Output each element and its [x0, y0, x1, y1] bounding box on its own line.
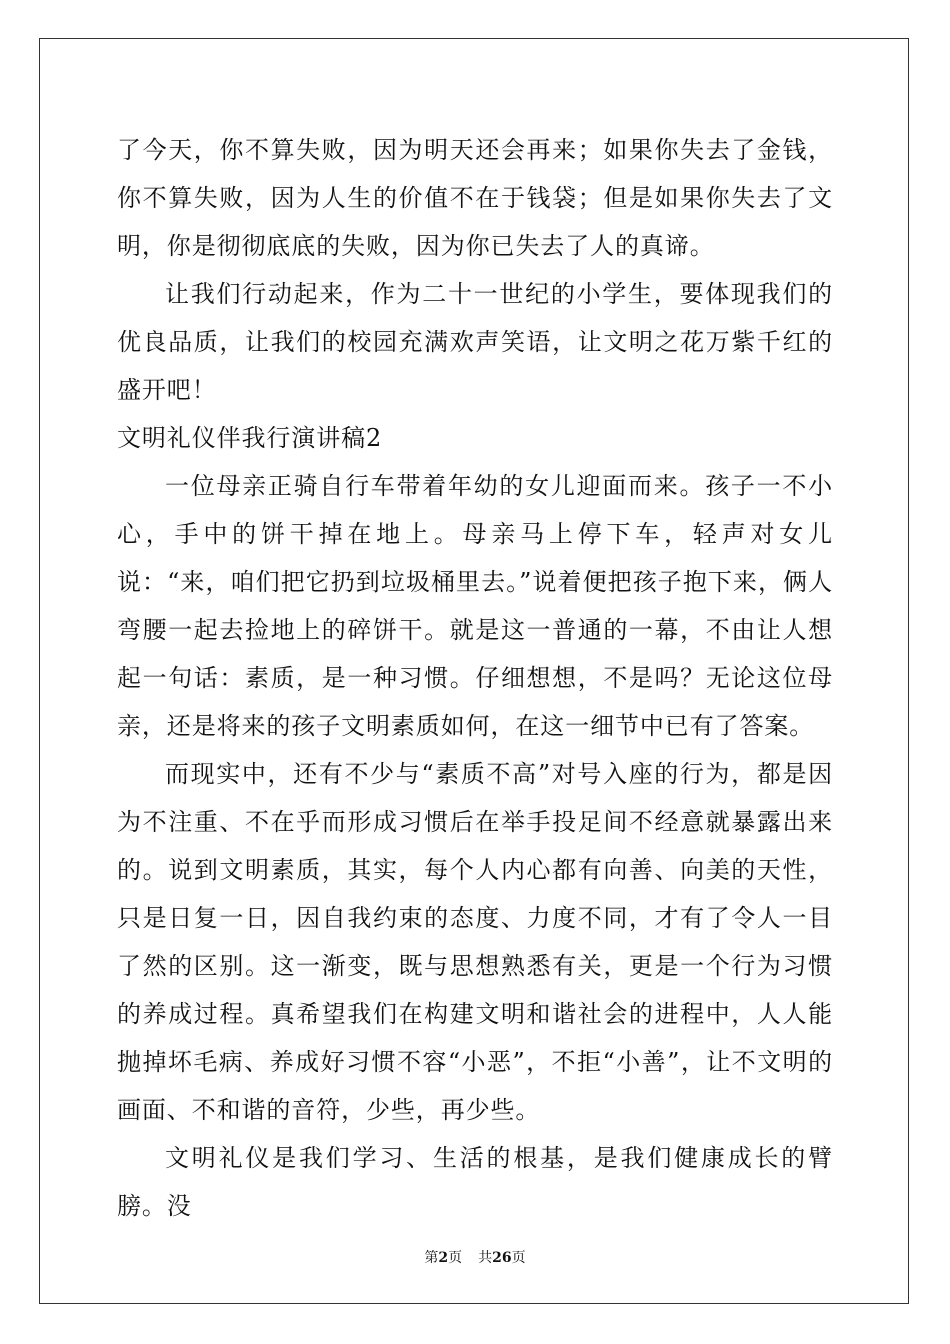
paragraph: 一位母亲正骑自行车带着年幼的女儿迎面而来。孩子一不小心，手中的饼干掉在地上。母亲马上停下车，轻声对女儿说：“来，咱们把它扔到垃圾桶里去。”说着便把孩子抱下来，俩人弯腰一起去捡地上的碎饼干。就是这一普通的一幕，不由让人想起一句话：素质，是一种习惯。仔细想想，不是吗？无论这位母亲，还是将来的孩子文明素质如何，在这一细节中已有了答案。 [117, 472, 833, 740]
page-number: 2 [438, 1250, 449, 1266]
paragraph-continued: 了今天，你不算失败，因为明天还会再来；如果你失去了金钱，你不算失败，因为人生的价值不在于钱袋；但是如果你失去了文明，你是彻彻底底的失败，因为你已失去了人的真谛。 [117, 136, 833, 260]
page-suffix: 页 [448, 1250, 463, 1266]
total-prefix: 共 [478, 1250, 493, 1266]
page-prefix: 第 [424, 1250, 439, 1266]
total-suffix: 页 [511, 1250, 526, 1266]
section-heading: 文明礼仪伴我行演讲稿2 [117, 424, 383, 452]
page-footer [0, 1247, 950, 1267]
total-pages: 26 [492, 1250, 512, 1266]
paragraph: 而现实中，还有不少与“素质不高”对号入座的行为，都是因为不注重、不在乎而形成习惯后在举手投足间不经意就暴露出来的。说到文明素质，其实，每个人内心都有向善、向美的天性，只是日复一日，因自我约束的态度、力度不同，才有了令人一目了然的区别。这一渐变，既与思想熟悉有关，更是一个行为习惯的养成过程。真希望我们在构建文明和谐社会的进程中，人人能抛掉坏毛病、养成好习惯不容“小恶”，不拒“小善”，让不文明的画面、不和谐的音符，少些，再少些。 [117, 760, 833, 1124]
paragraph: 文明礼仪是我们学习、生活的根基，是我们健康成长的臂膀。没 [117, 1144, 833, 1220]
document-body [117, 126, 833, 1230]
paragraph: 让我们行动起来，作为二十一世纪的小学生，要体现我们的优良品质，让我们的校园充满欢声笑语，让文明之花万紫千红的盛开吧！ [117, 280, 833, 404]
